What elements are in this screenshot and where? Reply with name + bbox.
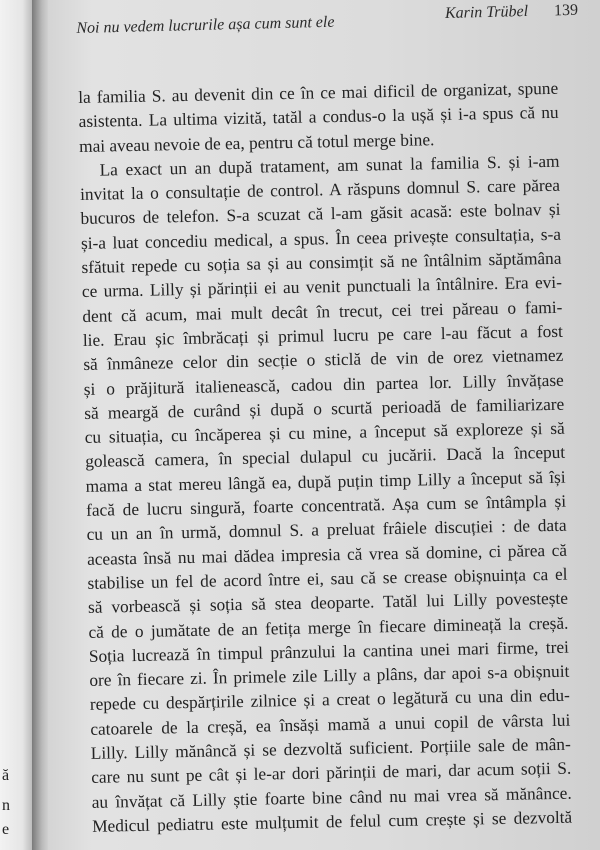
paragraph — [78, 77, 559, 159]
text-line: să meargă de curând și după o scurtă perioadă de familiarizare — [84, 394, 565, 423]
text-line: Lilly. Lilly mănâncă și se dezvoltă suficient. Porțiile sale de mân- — [90, 734, 571, 763]
text-line: ce urma. Lilly și părinții ei au venit punctuali la întâlnire. Era evi- — [81, 273, 563, 302]
running-title: Noi nu vedem lucrurile așa cum sunt ele — [76, 13, 335, 37]
right-page — [48, 0, 600, 850]
text-line: că de o jumătate de an fetița merge în fiecare dimineață la creșă. — [88, 613, 569, 642]
text-line: mama a stat mereu lângă ea, după puțin timp Lilly a început să își — [85, 467, 566, 496]
text-line: au învățat că Lilly știe foarte bine când nu mai vrea să mănânce. — [91, 783, 572, 812]
text-line: golească camera, în special dulapul cu jucării. Dacă la început — [85, 443, 566, 472]
text-line: să înmâneze celor din secție o sticlă de vin de orez vietnamez — [83, 346, 564, 375]
text-line: și o prăjitură italienească, cadou din partea lor. Lilly învățase — [83, 370, 564, 399]
text-line: ore în fiecare zi. În primele zile Lilly a plâns, dar apoi s-a obișnuit — [89, 661, 570, 691]
text-line: stabilise un fel de acord între ei, sau că se crease obișnuința ca el — [87, 564, 568, 593]
text-line: La exact un an după tratament, am sunat la familia S. și i-am — [99, 151, 560, 180]
text-line: și-a luat concediu medical, a spus. În ceea privește consultația, s-a — [80, 224, 562, 253]
left-page-fragment: n — [2, 797, 10, 814]
text-line: mai aveau nevoie de ea, pentru că totul merge bine. — [78, 129, 435, 156]
text-line: dent că acum, mai mult decât în trecut, cei trei păreau o fami- — [82, 297, 563, 326]
author-name: Karin Trübel — [444, 2, 529, 22]
text-line: Soția lucrează în timpul prânzului la cantina unei mari firme, trei — [88, 637, 570, 666]
text-line: cu un an în urmă, domnul S. a preluat frâiele discuției : de data — [86, 516, 567, 545]
text-line: să vorbească și soția să stea deoparte. Tatăl lui Lilly povestește — [87, 588, 569, 618]
text-line: lie. Erau șic îmbrăcați și primul lucru pe care l-au făcut a fost — [82, 321, 563, 350]
text-line: aceasta însă nu mai dădea impresia că vrea să domine, ci părea că — [86, 540, 568, 569]
left-page-edge — [0, 0, 32, 850]
text-line: cu situația, cu încăperea și cu mine, a început să exploreze și să — [84, 418, 565, 448]
page-number: 139 — [553, 1, 579, 20]
text-line: asistenta. La ultima vizită, tatăl a condus-o la ușă și i-a spus că nu — [78, 103, 559, 132]
text-line: facă de lucru singură, foarte concentrată. Așa cum se întâmpla și — [85, 491, 567, 520]
left-page-fragment: e — [2, 821, 10, 838]
text-line: sfătuit repede cu soția sa și au consimțit să ne întâlnim săptămâna — [81, 248, 562, 278]
body-text — [78, 77, 572, 839]
text-line: la familia S. au devenit din ce în ce mai dificil de organizat, spune — [78, 78, 559, 107]
text-line: invitat la o consultație de control. A răspuns domnul S. care părea — [79, 175, 561, 205]
left-page-fragment: ă — [2, 767, 10, 784]
text-line: repede cu despărțirile zilnice și a creat o legătură cu una din edu- — [89, 686, 570, 715]
page-header — [76, 2, 578, 38]
text-line: catoarele de la creșă, ea însăși mamă a unui copil de vârsta lui — [90, 710, 571, 739]
text-line: bucuros de telefon. S-a scuzat că l-am găsit acasă: este bolnav și — [80, 200, 561, 229]
text-line: Medicul pediatru este mulțumit de felul cum crește și se dezvoltă — [92, 807, 573, 836]
paragraph — [79, 150, 572, 839]
text-line: care nu sunt pe cât și le-ar dori părinții de mari, dar acum soții S. — [91, 758, 572, 788]
